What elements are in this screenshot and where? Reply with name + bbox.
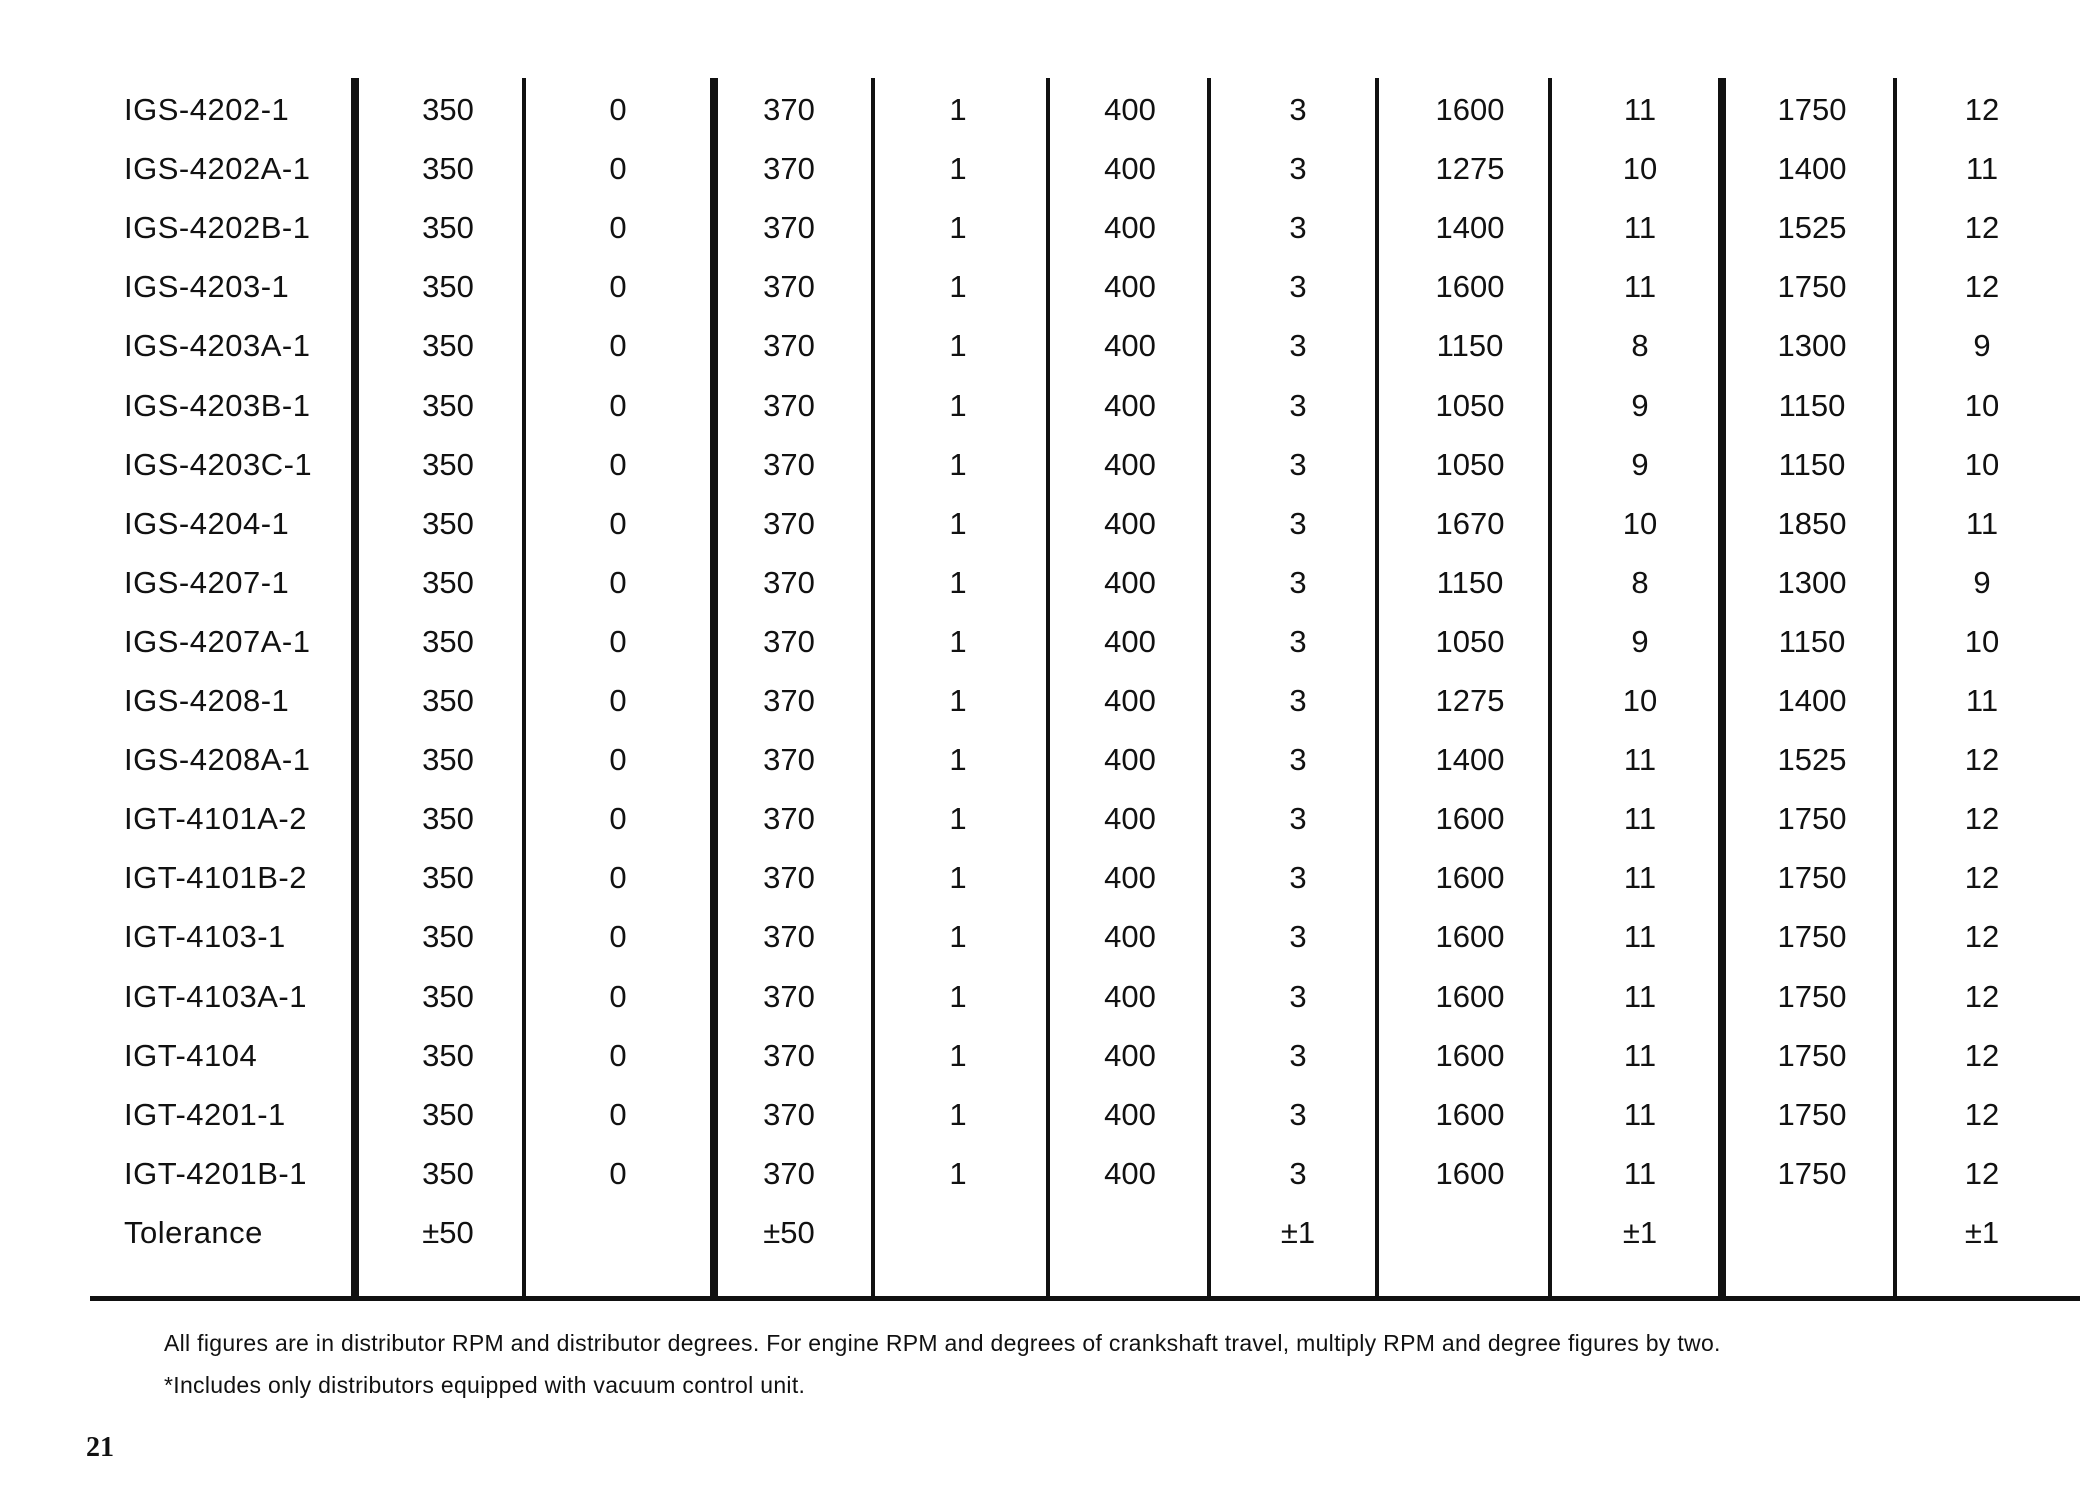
value-cell: 1150 <box>1778 387 1846 423</box>
value-cell: 11 <box>1623 92 1657 127</box>
value-cell: 1 <box>949 210 967 246</box>
value-cell: 1400 <box>1435 742 1505 778</box>
value-cell: 1750 <box>1777 978 1847 1014</box>
value-cell: 1 <box>949 1096 967 1132</box>
tolerance-label: Tolerance <box>124 1214 263 1250</box>
value-cell: 3 <box>1289 623 1307 659</box>
value-cell: 0 <box>609 683 627 718</box>
value-cell: 370 <box>763 92 815 127</box>
value-cell: 1300 <box>1777 564 1847 600</box>
value-cell: 370 <box>763 742 815 778</box>
value-cell: 1 <box>949 446 967 482</box>
value-cell: 0 <box>609 92 627 127</box>
value-cell: 350 <box>422 742 474 778</box>
value-cell: 0 <box>609 564 627 600</box>
model-number-cell: IGT-4103A-1 <box>124 978 307 1014</box>
value-cell: 1750 <box>1777 801 1847 837</box>
value-cell: 1150 <box>1778 446 1846 482</box>
value-cell: 11 <box>1965 505 1999 541</box>
model-number-cell: IGT-4201B-1 <box>124 1155 307 1191</box>
value-cell: 3 <box>1289 269 1307 305</box>
column-divider <box>871 78 875 1296</box>
value-cell: 400 <box>1104 210 1156 246</box>
value-cell: 400 <box>1104 1037 1156 1073</box>
value-cell: 0 <box>609 623 627 659</box>
model-number-cell: IGT-4101A-2 <box>124 801 307 837</box>
value-cell: 0 <box>609 151 627 187</box>
value-cell: 3 <box>1289 387 1307 423</box>
value-cell: 1 <box>949 623 967 659</box>
value-cell: 400 <box>1104 1096 1156 1132</box>
value-cell: 400 <box>1104 683 1156 718</box>
model-number-cell: IGS-4203A-1 <box>124 328 311 364</box>
model-number-cell: IGS-4208A-1 <box>124 742 311 778</box>
value-cell: 400 <box>1104 978 1156 1014</box>
value-cell: 1525 <box>1777 742 1847 778</box>
tolerance-cell: ±1 <box>1622 1214 1658 1250</box>
value-cell: 370 <box>763 564 815 600</box>
value-cell: 3 <box>1289 683 1307 718</box>
value-cell: 3 <box>1289 1037 1307 1073</box>
value-cell: 1 <box>949 978 967 1014</box>
value-cell: 1050 <box>1435 623 1505 659</box>
value-cell: 350 <box>422 92 474 127</box>
value-cell: 12 <box>1964 92 2000 127</box>
value-cell: 3 <box>1289 92 1307 127</box>
value-cell: 400 <box>1104 446 1156 482</box>
value-cell: 1750 <box>1777 269 1847 305</box>
value-cell: 10 <box>1964 446 2000 482</box>
model-number-cell: IGS-4203-1 <box>124 269 290 305</box>
value-cell: 370 <box>763 1155 815 1191</box>
value-cell: 9 <box>1631 387 1649 423</box>
footnote-rpm-degrees: All figures are in distributor RPM and distributor degrees. For engine RPM and degrees of crankshaft travel, multiply RPM and degree figures by two. <box>164 1330 1721 1356</box>
value-cell: 1850 <box>1777 505 1847 541</box>
value-cell: 350 <box>422 1155 474 1191</box>
value-cell: 350 <box>422 328 474 364</box>
value-cell: 1150 <box>1778 623 1846 659</box>
value-cell: 350 <box>422 1096 474 1132</box>
value-cell: 11 <box>1623 860 1657 896</box>
value-cell: 1400 <box>1777 151 1847 187</box>
column-divider <box>1548 78 1552 1296</box>
value-cell: 1 <box>949 683 967 718</box>
value-cell: 400 <box>1104 92 1156 127</box>
value-cell: 0 <box>609 328 627 364</box>
value-cell: 0 <box>609 1096 627 1132</box>
value-cell: 3 <box>1289 151 1307 187</box>
value-cell: 370 <box>763 505 815 541</box>
value-cell: 370 <box>763 978 815 1014</box>
model-number-cell: IGS-4203C-1 <box>124 446 313 482</box>
value-cell: 400 <box>1104 328 1156 364</box>
value-cell: 11 <box>1623 919 1657 955</box>
value-cell: 350 <box>422 210 474 246</box>
value-cell: 3 <box>1289 564 1307 600</box>
value-cell: 0 <box>609 210 627 246</box>
model-number-cell: IGT-4104 <box>124 1037 258 1073</box>
model-number-cell: IGS-4202A-1 <box>124 151 311 187</box>
value-cell: 370 <box>763 919 815 955</box>
value-cell: 3 <box>1289 1155 1307 1191</box>
value-cell: 1 <box>949 564 967 600</box>
model-number-cell: IGS-4202B-1 <box>124 210 311 246</box>
value-cell: 350 <box>422 860 474 896</box>
value-cell: 8 <box>1631 564 1649 600</box>
value-cell: 3 <box>1289 210 1307 246</box>
tolerance-cell: ±1 <box>1280 1214 1316 1250</box>
value-cell: 12 <box>1964 860 2000 896</box>
value-cell: 400 <box>1104 623 1156 659</box>
model-number-cell: IGT-4101B-2 <box>124 860 307 896</box>
value-cell: 370 <box>763 1037 815 1073</box>
value-cell: 10 <box>1622 683 1658 718</box>
value-cell: 370 <box>763 683 815 718</box>
value-cell: 0 <box>609 860 627 896</box>
column-divider <box>1375 78 1379 1296</box>
value-cell: 1600 <box>1435 1037 1505 1073</box>
value-cell: 3 <box>1289 328 1307 364</box>
value-cell: 10 <box>1622 151 1658 187</box>
value-cell: 1300 <box>1777 328 1847 364</box>
value-cell: 350 <box>422 505 474 541</box>
value-cell: 370 <box>763 328 815 364</box>
value-cell: 1400 <box>1435 210 1505 246</box>
value-cell: 1750 <box>1777 1037 1847 1073</box>
value-cell: 12 <box>1964 742 2000 778</box>
value-cell: 11 <box>1623 210 1657 246</box>
value-cell: 350 <box>422 683 474 718</box>
value-cell: 1275 <box>1435 151 1505 187</box>
value-cell: 1 <box>949 801 967 837</box>
tolerance-cell: ±1 <box>1964 1214 2000 1250</box>
value-cell: 12 <box>1964 801 2000 837</box>
value-cell: 9 <box>1631 623 1649 659</box>
value-cell: 1 <box>949 742 967 778</box>
page-number: 21 <box>86 1432 114 1463</box>
value-cell: 1275 <box>1435 683 1505 718</box>
model-number-cell: IGS-4203B-1 <box>124 387 311 423</box>
value-cell: 1 <box>949 1155 967 1191</box>
value-cell: 370 <box>763 269 815 305</box>
value-cell: 11 <box>1623 1155 1657 1191</box>
value-cell: 11 <box>1965 151 1999 187</box>
value-cell: 11 <box>1623 269 1657 305</box>
column-divider <box>351 78 359 1296</box>
value-cell: 400 <box>1104 151 1156 187</box>
value-cell: 12 <box>1964 210 2000 246</box>
value-cell: 350 <box>422 446 474 482</box>
value-cell: 12 <box>1964 269 2000 305</box>
value-cell: 0 <box>609 1037 627 1073</box>
value-cell: 350 <box>422 1037 474 1073</box>
value-cell: 400 <box>1104 564 1156 600</box>
value-cell: 1 <box>949 151 967 187</box>
value-cell: 12 <box>1964 1155 2000 1191</box>
value-cell: 9 <box>1631 446 1649 482</box>
value-cell: 370 <box>763 210 815 246</box>
column-divider <box>1046 78 1050 1296</box>
value-cell: 1050 <box>1435 446 1505 482</box>
value-cell: 8 <box>1631 328 1649 364</box>
value-cell: 1600 <box>1435 92 1505 127</box>
value-cell: 1600 <box>1435 269 1505 305</box>
model-number-cell: IGS-4204-1 <box>124 505 290 541</box>
value-cell: 1 <box>949 1037 967 1073</box>
footnote-vacuum-control: *Includes only distributors equipped with vacuum control unit. <box>164 1372 806 1398</box>
value-cell: 350 <box>422 978 474 1014</box>
value-cell: 12 <box>1964 1096 2000 1132</box>
value-cell: 0 <box>609 1155 627 1191</box>
value-cell: 400 <box>1104 801 1156 837</box>
value-cell: 0 <box>609 919 627 955</box>
value-cell: 1600 <box>1435 860 1505 896</box>
value-cell: 0 <box>609 446 627 482</box>
value-cell: 12 <box>1964 1037 2000 1073</box>
value-cell: 350 <box>422 623 474 659</box>
value-cell: 400 <box>1104 742 1156 778</box>
value-cell: 400 <box>1104 269 1156 305</box>
tolerance-cell: ±50 <box>422 1214 474 1250</box>
value-cell: 1 <box>949 505 967 541</box>
value-cell: 11 <box>1623 978 1657 1014</box>
value-cell: 370 <box>763 151 815 187</box>
value-cell: 370 <box>763 446 815 482</box>
value-cell: 1600 <box>1435 1155 1505 1191</box>
value-cell: 1050 <box>1435 387 1505 423</box>
value-cell: 1600 <box>1435 919 1505 955</box>
value-cell: 1 <box>949 387 967 423</box>
value-cell: 1750 <box>1777 1096 1847 1132</box>
column-divider <box>1718 78 1726 1296</box>
value-cell: 0 <box>609 978 627 1014</box>
value-cell: 11 <box>1623 801 1657 837</box>
value-cell: 1600 <box>1435 801 1505 837</box>
value-cell: 1150 <box>1436 564 1504 600</box>
column-divider <box>1207 78 1211 1296</box>
value-cell: 370 <box>763 801 815 837</box>
value-cell: 1750 <box>1777 919 1847 955</box>
value-cell: 1600 <box>1435 978 1505 1014</box>
value-cell: 370 <box>763 623 815 659</box>
model-number-cell: IGS-4208-1 <box>124 683 290 718</box>
value-cell: 0 <box>609 742 627 778</box>
value-cell: 370 <box>763 387 815 423</box>
value-cell: 0 <box>609 387 627 423</box>
model-number-cell: IGS-4207-1 <box>124 564 290 600</box>
value-cell: 11 <box>1623 1096 1657 1132</box>
model-number-cell: IGS-4207A-1 <box>124 623 311 659</box>
value-cell: 11 <box>1965 683 1999 718</box>
value-cell: 350 <box>422 387 474 423</box>
value-cell: 1750 <box>1777 1155 1847 1191</box>
value-cell: 350 <box>422 919 474 955</box>
value-cell: 9 <box>1973 564 1991 600</box>
value-cell: 1750 <box>1777 92 1847 127</box>
column-divider <box>710 78 718 1296</box>
value-cell: 1670 <box>1435 505 1505 541</box>
value-cell: 11 <box>1623 1037 1657 1073</box>
tolerance-cell: ±50 <box>763 1214 815 1250</box>
value-cell: 350 <box>422 564 474 600</box>
column-divider <box>522 78 526 1296</box>
value-cell: 350 <box>422 151 474 187</box>
value-cell: 1600 <box>1435 1096 1505 1132</box>
value-cell: 3 <box>1289 978 1307 1014</box>
value-cell: 10 <box>1964 623 2000 659</box>
value-cell: 370 <box>763 1096 815 1132</box>
value-cell: 11 <box>1623 742 1657 778</box>
value-cell: 3 <box>1289 1096 1307 1132</box>
value-cell: 400 <box>1104 919 1156 955</box>
value-cell: 0 <box>609 505 627 541</box>
value-cell: 10 <box>1964 387 2000 423</box>
value-cell: 0 <box>609 801 627 837</box>
value-cell: 1 <box>949 328 967 364</box>
value-cell: 10 <box>1622 505 1658 541</box>
value-cell: 3 <box>1289 919 1307 955</box>
value-cell: 350 <box>422 801 474 837</box>
value-cell: 3 <box>1289 505 1307 541</box>
value-cell: 1525 <box>1777 210 1847 246</box>
value-cell: 3 <box>1289 801 1307 837</box>
value-cell: 1 <box>949 860 967 896</box>
value-cell: 3 <box>1289 446 1307 482</box>
model-number-cell: IGS-4202-1 <box>124 92 290 127</box>
model-number-cell: IGT-4103-1 <box>124 919 286 955</box>
value-cell: 9 <box>1973 328 1991 364</box>
value-cell: 400 <box>1104 387 1156 423</box>
value-cell: 1750 <box>1777 860 1847 896</box>
value-cell: 3 <box>1289 860 1307 896</box>
value-cell: 400 <box>1104 860 1156 896</box>
value-cell: 3 <box>1289 742 1307 778</box>
value-cell: 1400 <box>1777 683 1847 718</box>
table-bottom-rule <box>90 1296 2080 1301</box>
value-cell: 12 <box>1964 919 2000 955</box>
value-cell: 370 <box>763 860 815 896</box>
value-cell: 12 <box>1964 978 2000 1014</box>
value-cell: 1150 <box>1436 328 1504 364</box>
column-divider <box>1893 78 1897 1296</box>
value-cell: 1 <box>949 919 967 955</box>
value-cell: 1 <box>949 269 967 305</box>
value-cell: 350 <box>422 269 474 305</box>
value-cell: 400 <box>1104 1155 1156 1191</box>
model-number-cell: IGT-4201-1 <box>124 1096 286 1132</box>
value-cell: 400 <box>1104 505 1156 541</box>
value-cell: 0 <box>609 269 627 305</box>
value-cell: 1 <box>949 92 967 127</box>
